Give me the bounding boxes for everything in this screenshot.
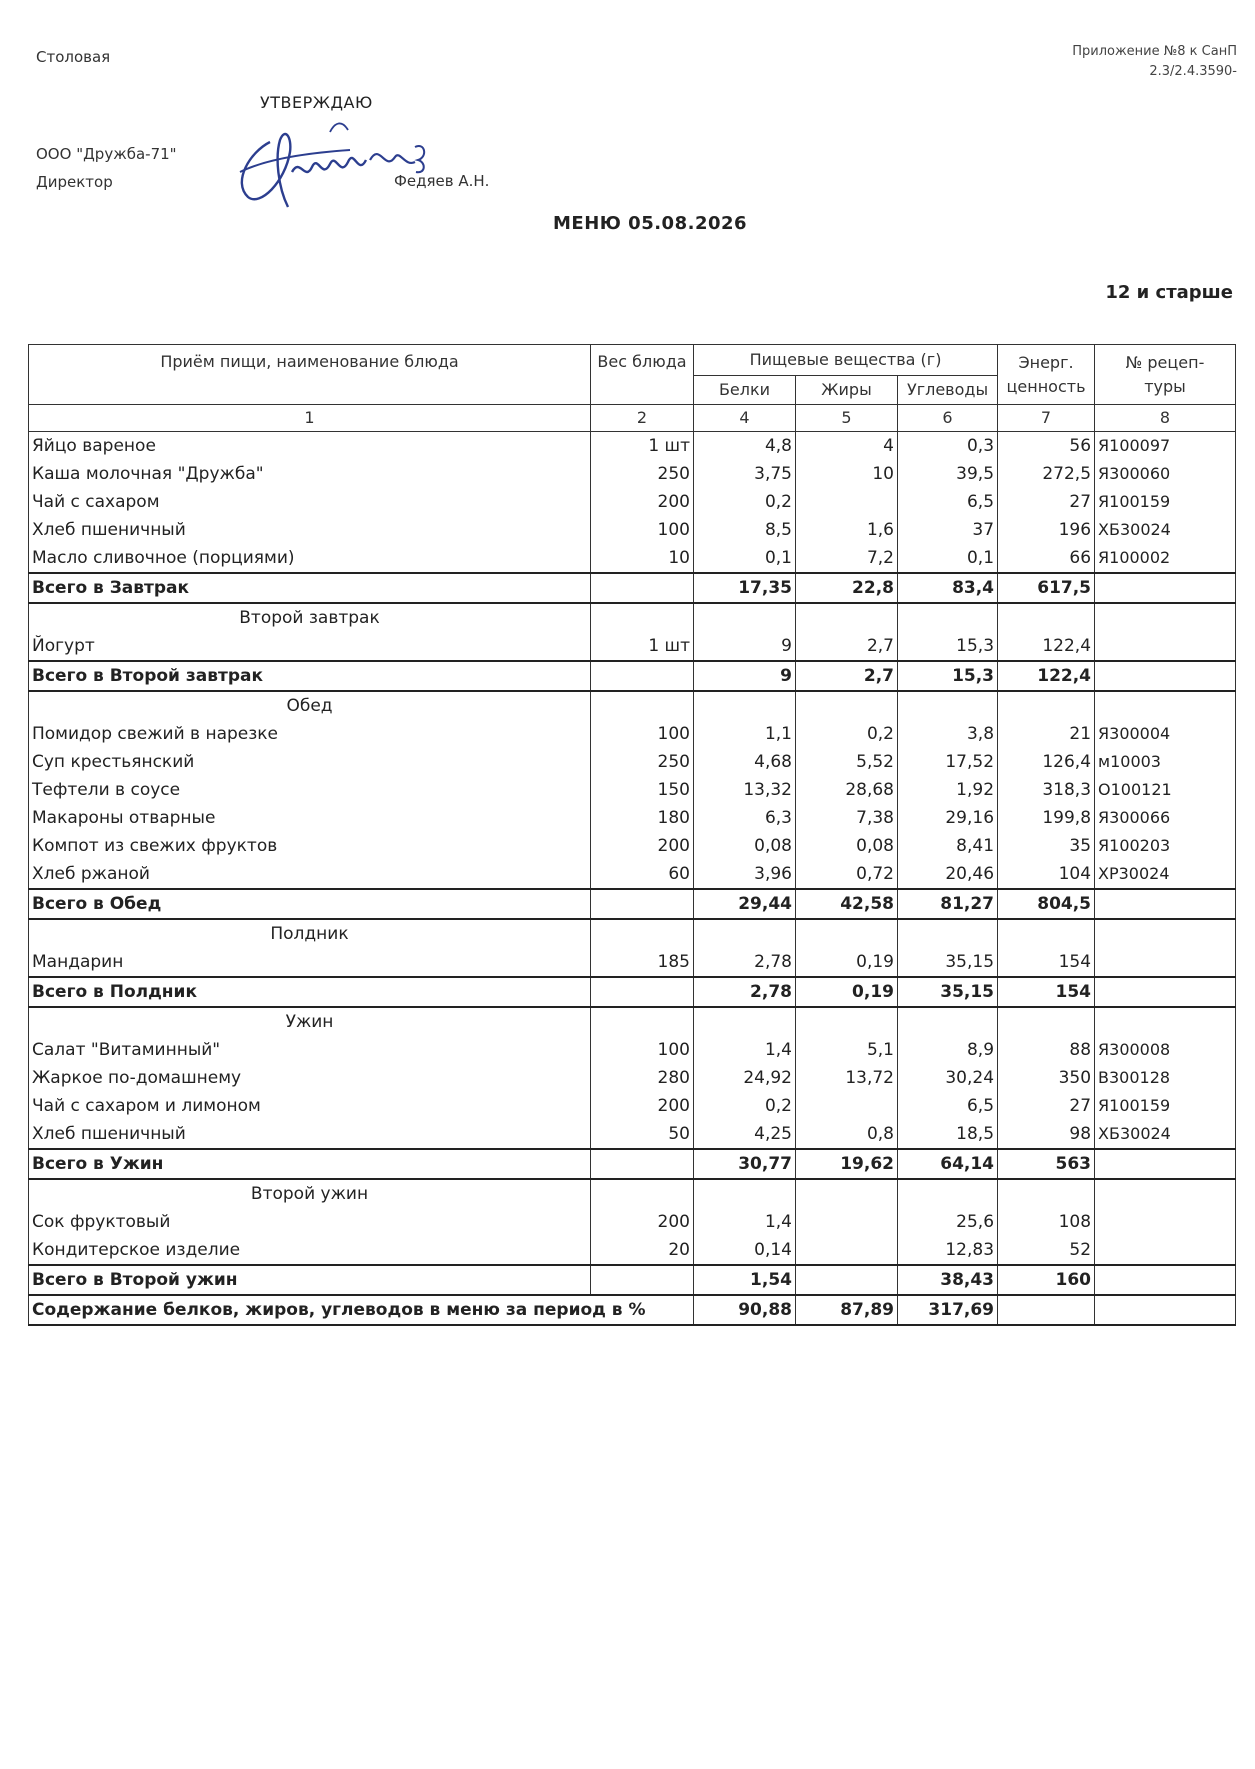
dish-energy: 52 xyxy=(998,1236,1095,1265)
table-row xyxy=(29,1064,1236,1092)
dish-carbs: 37 xyxy=(898,516,998,544)
total-fats: 42,58 xyxy=(796,889,898,919)
total-proteins: 2,78 xyxy=(694,977,796,1007)
total-carbs: 81,27 xyxy=(898,889,998,919)
dish-energy: 88 xyxy=(998,1036,1095,1064)
dish-fats: 0,8 xyxy=(796,1120,898,1149)
total-label: Всего в Второй завтрак xyxy=(29,661,591,691)
dish-carbs: 25,6 xyxy=(898,1208,998,1236)
section-title: Полдник xyxy=(29,919,591,948)
dish-name: Тефтели в соусе xyxy=(29,776,591,804)
section-empty-cell xyxy=(796,919,898,948)
dish-name: Хлеб ржаной xyxy=(29,860,591,889)
dish-weight: 100 xyxy=(591,720,694,748)
table-row xyxy=(29,460,1236,488)
dish-energy: 318,3 xyxy=(998,776,1095,804)
dish-proteins: 2,78 xyxy=(694,948,796,977)
section-empty-cell xyxy=(998,691,1095,720)
annex-line-2: 2.3/2.4.3590- xyxy=(1149,64,1237,79)
total-label: Всего в Полдник xyxy=(29,977,591,1007)
dish-fats: 7,2 xyxy=(796,544,898,573)
total-row xyxy=(29,977,1236,1007)
dish-proteins: 4,25 xyxy=(694,1120,796,1149)
dish-weight: 150 xyxy=(591,776,694,804)
dish-name: Помидор свежий в нарезке xyxy=(29,720,591,748)
section-title: Обед xyxy=(29,691,591,720)
dish-fats: 0,19 xyxy=(796,948,898,977)
org-label: Столовая xyxy=(36,48,111,66)
annex-line-1: Приложение №8 к СанП xyxy=(1072,44,1237,59)
dish-weight: 1 шт xyxy=(591,432,694,461)
total-row xyxy=(29,661,1236,691)
grand-carbs: 317,69 xyxy=(898,1295,998,1325)
section-title: Ужин xyxy=(29,1007,591,1036)
col-number: 2 xyxy=(591,405,694,432)
dish-recipe-code: Я100002 xyxy=(1095,544,1236,573)
total-energy: 804,5 xyxy=(998,889,1095,919)
section-empty-cell xyxy=(591,691,694,720)
dish-proteins: 8,5 xyxy=(694,516,796,544)
header-row xyxy=(29,345,1236,376)
dish-proteins: 1,4 xyxy=(694,1036,796,1064)
dish-name: Жаркое по-домашнему xyxy=(29,1064,591,1092)
total-proteins: 1,54 xyxy=(694,1265,796,1295)
dish-carbs: 3,8 xyxy=(898,720,998,748)
dish-weight: 200 xyxy=(591,1208,694,1236)
dish-fats: 0,72 xyxy=(796,860,898,889)
dish-energy: 21 xyxy=(998,720,1095,748)
table-row xyxy=(29,1208,1236,1236)
table-row xyxy=(29,748,1236,776)
total-weight xyxy=(591,1149,694,1179)
dish-proteins: 13,32 xyxy=(694,776,796,804)
col-number: 5 xyxy=(796,405,898,432)
total-fats: 22,8 xyxy=(796,573,898,603)
dish-energy: 98 xyxy=(998,1120,1095,1149)
dish-carbs: 20,46 xyxy=(898,860,998,889)
dish-recipe-code: м10003 xyxy=(1095,748,1236,776)
dish-proteins: 6,3 xyxy=(694,804,796,832)
dish-fats xyxy=(796,1092,898,1120)
section-title-row xyxy=(29,919,1236,948)
total-row xyxy=(29,1149,1236,1179)
dish-recipe-code xyxy=(1095,1208,1236,1236)
dish-proteins: 0,1 xyxy=(694,544,796,573)
annex-note xyxy=(977,42,1237,82)
total-fats: 19,62 xyxy=(796,1149,898,1179)
dish-weight: 200 xyxy=(591,832,694,860)
total-label: Всего в Обед xyxy=(29,889,591,919)
total-fats: 0,19 xyxy=(796,977,898,1007)
dish-energy: 66 xyxy=(998,544,1095,573)
dish-weight: 20 xyxy=(591,1236,694,1265)
total-weight xyxy=(591,1265,694,1295)
dish-carbs: 1,92 xyxy=(898,776,998,804)
total-energy: 154 xyxy=(998,977,1095,1007)
col-number: 1 xyxy=(29,405,591,432)
director-name: Федяев А.Н. xyxy=(394,172,490,190)
dish-carbs: 0,3 xyxy=(898,432,998,461)
dish-recipe-code: О100121 xyxy=(1095,776,1236,804)
col-number: 8 xyxy=(1095,405,1236,432)
dish-name: Хлеб пшеничный xyxy=(29,1120,591,1149)
dish-recipe-code: ХБ30024 xyxy=(1095,516,1236,544)
dish-recipe-code: Я300008 xyxy=(1095,1036,1236,1064)
dish-recipe-code: Я300004 xyxy=(1095,720,1236,748)
total-proteins: 29,44 xyxy=(694,889,796,919)
dish-fats: 0,08 xyxy=(796,832,898,860)
section-empty-cell xyxy=(998,919,1095,948)
dish-weight: 180 xyxy=(591,804,694,832)
section-empty-cell xyxy=(591,919,694,948)
section-empty-cell xyxy=(898,919,998,948)
header-meal-name: Приём пищи, наименование блюда xyxy=(29,345,591,405)
dish-name: Каша молочная "Дружба" xyxy=(29,460,591,488)
dish-name: Хлеб пшеничный xyxy=(29,516,591,544)
dish-name: Яйцо вареное xyxy=(29,432,591,461)
dish-fats: 10 xyxy=(796,460,898,488)
table-row xyxy=(29,1036,1236,1064)
age-group: 12 и старше xyxy=(1105,282,1233,303)
table-row xyxy=(29,832,1236,860)
section-empty-cell xyxy=(898,1179,998,1208)
dish-fats xyxy=(796,488,898,516)
table-row xyxy=(29,1092,1236,1120)
dish-name: Масло сливочное (порциями) xyxy=(29,544,591,573)
dish-proteins: 1,1 xyxy=(694,720,796,748)
dish-recipe-code xyxy=(1095,948,1236,977)
section-empty-cell xyxy=(591,603,694,632)
dish-energy: 27 xyxy=(998,488,1095,516)
section-empty-cell xyxy=(591,1179,694,1208)
section-title: Второй ужин xyxy=(29,1179,591,1208)
dish-carbs: 29,16 xyxy=(898,804,998,832)
total-recipe xyxy=(1095,1149,1236,1179)
dish-energy: 108 xyxy=(998,1208,1095,1236)
dish-weight: 50 xyxy=(591,1120,694,1149)
menu-table xyxy=(28,344,1236,1326)
dish-energy: 196 xyxy=(998,516,1095,544)
dish-recipe-code: Я100159 xyxy=(1095,1092,1236,1120)
table-row xyxy=(29,804,1236,832)
section-empty-cell xyxy=(796,1179,898,1208)
section-empty-cell xyxy=(998,1179,1095,1208)
dish-name: Чай с сахаром xyxy=(29,488,591,516)
section-empty-cell xyxy=(796,1007,898,1036)
total-recipe xyxy=(1095,573,1236,603)
header-carbs: Углеводы xyxy=(898,376,998,405)
dish-name: Салат "Витаминный" xyxy=(29,1036,591,1064)
dish-name: Чай с сахаром и лимоном xyxy=(29,1092,591,1120)
dish-weight: 1 шт xyxy=(591,632,694,661)
dish-weight: 250 xyxy=(591,748,694,776)
dish-carbs: 18,5 xyxy=(898,1120,998,1149)
section-title-row xyxy=(29,1179,1236,1208)
dish-carbs: 6,5 xyxy=(898,1092,998,1120)
director-position: Директор xyxy=(36,173,113,191)
col-number: 6 xyxy=(898,405,998,432)
total-energy: 563 xyxy=(998,1149,1095,1179)
dish-weight: 200 xyxy=(591,1092,694,1120)
table-row xyxy=(29,544,1236,573)
table-row xyxy=(29,1236,1236,1265)
dish-recipe-code: ХБ30024 xyxy=(1095,1120,1236,1149)
section-empty-cell xyxy=(694,1179,796,1208)
dish-fats: 5,52 xyxy=(796,748,898,776)
total-proteins: 30,77 xyxy=(694,1149,796,1179)
dish-energy: 272,5 xyxy=(998,460,1095,488)
section-empty-cell xyxy=(1095,691,1236,720)
header-fats: Жиры xyxy=(796,376,898,405)
total-weight xyxy=(591,661,694,691)
section-empty-cell xyxy=(1095,1007,1236,1036)
dish-weight: 100 xyxy=(591,516,694,544)
section-empty-cell xyxy=(898,603,998,632)
total-weight xyxy=(591,889,694,919)
total-row xyxy=(29,1265,1236,1295)
menu-body xyxy=(29,432,1236,1326)
dish-energy: 27 xyxy=(998,1092,1095,1120)
section-empty-cell xyxy=(694,691,796,720)
section-title-row xyxy=(29,603,1236,632)
total-proteins: 9 xyxy=(694,661,796,691)
dish-fats xyxy=(796,1208,898,1236)
table-row xyxy=(29,1120,1236,1149)
table-row xyxy=(29,776,1236,804)
dish-fats: 2,7 xyxy=(796,632,898,661)
dish-proteins: 24,92 xyxy=(694,1064,796,1092)
col-number: 4 xyxy=(694,405,796,432)
total-weight xyxy=(591,573,694,603)
section-empty-cell xyxy=(1095,603,1236,632)
dish-fats xyxy=(796,1236,898,1265)
header-proteins: Белки xyxy=(694,376,796,405)
dish-proteins: 1,4 xyxy=(694,1208,796,1236)
dish-carbs: 35,15 xyxy=(898,948,998,977)
total-carbs: 64,14 xyxy=(898,1149,998,1179)
column-numbers-row xyxy=(29,405,1236,432)
dish-carbs: 17,52 xyxy=(898,748,998,776)
total-proteins: 17,35 xyxy=(694,573,796,603)
dish-energy: 154 xyxy=(998,948,1095,977)
header-recipe: № рецеп- туры xyxy=(1095,345,1236,405)
dish-name: Компот из свежих фруктов xyxy=(29,832,591,860)
total-label: Всего в Второй ужин xyxy=(29,1265,591,1295)
dish-carbs: 15,3 xyxy=(898,632,998,661)
dish-proteins: 0,08 xyxy=(694,832,796,860)
section-empty-cell xyxy=(898,1007,998,1036)
dish-fats: 0,2 xyxy=(796,720,898,748)
total-energy: 122,4 xyxy=(998,661,1095,691)
header-weight: Вес блюда xyxy=(591,345,694,405)
grand-total-row xyxy=(29,1295,1236,1325)
section-empty-cell xyxy=(1095,1179,1236,1208)
dish-recipe-code: Я100097 xyxy=(1095,432,1236,461)
section-empty-cell xyxy=(591,1007,694,1036)
total-recipe xyxy=(1095,1265,1236,1295)
dish-energy: 56 xyxy=(998,432,1095,461)
dish-energy: 122,4 xyxy=(998,632,1095,661)
total-recipe xyxy=(1095,661,1236,691)
dish-name: Сок фруктовый xyxy=(29,1208,591,1236)
dish-energy: 126,4 xyxy=(998,748,1095,776)
dish-fats: 7,38 xyxy=(796,804,898,832)
dish-carbs: 12,83 xyxy=(898,1236,998,1265)
dish-weight: 200 xyxy=(591,488,694,516)
total-recipe xyxy=(1095,977,1236,1007)
dish-recipe-code: В300128 xyxy=(1095,1064,1236,1092)
table-row xyxy=(29,516,1236,544)
table-row xyxy=(29,860,1236,889)
table-row xyxy=(29,720,1236,748)
section-empty-cell xyxy=(796,691,898,720)
dish-weight: 185 xyxy=(591,948,694,977)
total-weight xyxy=(591,977,694,1007)
approve-label: УТВЕРЖДАЮ xyxy=(260,93,373,112)
dish-proteins: 0,14 xyxy=(694,1236,796,1265)
table-row xyxy=(29,432,1236,461)
total-carbs: 35,15 xyxy=(898,977,998,1007)
dish-fats: 13,72 xyxy=(796,1064,898,1092)
section-empty-cell xyxy=(998,1007,1095,1036)
total-row xyxy=(29,889,1236,919)
dish-weight: 100 xyxy=(591,1036,694,1064)
dish-carbs: 8,9 xyxy=(898,1036,998,1064)
total-fats: 2,7 xyxy=(796,661,898,691)
dish-carbs: 39,5 xyxy=(898,460,998,488)
dish-name: Кондитерское изделие xyxy=(29,1236,591,1265)
total-fats xyxy=(796,1265,898,1295)
grand-total-label: Содержание белков, жиров, углеводов в меню за период в % xyxy=(29,1295,694,1325)
header-nutrients: Пищевые вещества (г) xyxy=(694,345,998,376)
table-row xyxy=(29,632,1236,661)
grand-energy xyxy=(998,1295,1095,1325)
section-empty-cell xyxy=(998,603,1095,632)
company-name: ООО "Дружба-71" xyxy=(36,145,177,163)
dish-fats: 1,6 xyxy=(796,516,898,544)
total-carbs: 15,3 xyxy=(898,661,998,691)
dish-name: Мандарин xyxy=(29,948,591,977)
section-empty-cell xyxy=(694,1007,796,1036)
dish-proteins: 9 xyxy=(694,632,796,661)
dish-proteins: 3,75 xyxy=(694,460,796,488)
grand-fats: 87,89 xyxy=(796,1295,898,1325)
table-row xyxy=(29,948,1236,977)
section-empty-cell xyxy=(694,603,796,632)
total-label: Всего в Завтрак xyxy=(29,573,591,603)
section-empty-cell xyxy=(898,691,998,720)
grand-proteins: 90,88 xyxy=(694,1295,796,1325)
section-empty-cell xyxy=(694,919,796,948)
section-title-row xyxy=(29,1007,1236,1036)
total-label: Всего в Ужин xyxy=(29,1149,591,1179)
section-title-row xyxy=(29,691,1236,720)
dish-fats: 4 xyxy=(796,432,898,461)
dish-proteins: 0,2 xyxy=(694,488,796,516)
dish-energy: 199,8 xyxy=(998,804,1095,832)
dish-name: Суп крестьянский xyxy=(29,748,591,776)
total-carbs: 83,4 xyxy=(898,573,998,603)
dish-recipe-code xyxy=(1095,632,1236,661)
dish-fats: 5,1 xyxy=(796,1036,898,1064)
dish-recipe-code: Я300066 xyxy=(1095,804,1236,832)
dish-proteins: 4,8 xyxy=(694,432,796,461)
dish-proteins: 4,68 xyxy=(694,748,796,776)
dish-energy: 35 xyxy=(998,832,1095,860)
dish-weight: 250 xyxy=(591,460,694,488)
col-number: 7 xyxy=(998,405,1095,432)
section-empty-cell xyxy=(1095,919,1236,948)
dish-recipe-code: Я100203 xyxy=(1095,832,1236,860)
dish-recipe-code: ХР30024 xyxy=(1095,860,1236,889)
signature-icon xyxy=(230,112,450,222)
dish-recipe-code xyxy=(1095,1236,1236,1265)
dish-carbs: 6,5 xyxy=(898,488,998,516)
dish-energy: 350 xyxy=(998,1064,1095,1092)
dish-weight: 280 xyxy=(591,1064,694,1092)
dish-name: Макароны отварные xyxy=(29,804,591,832)
total-recipe xyxy=(1095,889,1236,919)
dish-carbs: 30,24 xyxy=(898,1064,998,1092)
page-title: МЕНЮ 05.08.2026 xyxy=(553,213,748,234)
dish-recipe-code: Я300060 xyxy=(1095,460,1236,488)
total-row xyxy=(29,573,1236,603)
total-carbs: 38,43 xyxy=(898,1265,998,1295)
dish-weight: 10 xyxy=(591,544,694,573)
dish-proteins: 3,96 xyxy=(694,860,796,889)
grand-recipe xyxy=(1095,1295,1236,1325)
dish-name: Йогурт xyxy=(29,632,591,661)
dish-carbs: 8,41 xyxy=(898,832,998,860)
dish-recipe-code: Я100159 xyxy=(1095,488,1236,516)
header-energy: Энерг. ценность xyxy=(998,345,1095,405)
dish-carbs: 0,1 xyxy=(898,544,998,573)
total-energy: 617,5 xyxy=(998,573,1095,603)
dish-energy: 104 xyxy=(998,860,1095,889)
dish-proteins: 0,2 xyxy=(694,1092,796,1120)
section-empty-cell xyxy=(796,603,898,632)
total-energy: 160 xyxy=(998,1265,1095,1295)
dish-fats: 28,68 xyxy=(796,776,898,804)
table-row xyxy=(29,488,1236,516)
dish-weight: 60 xyxy=(591,860,694,889)
section-title: Второй завтрак xyxy=(29,603,591,632)
